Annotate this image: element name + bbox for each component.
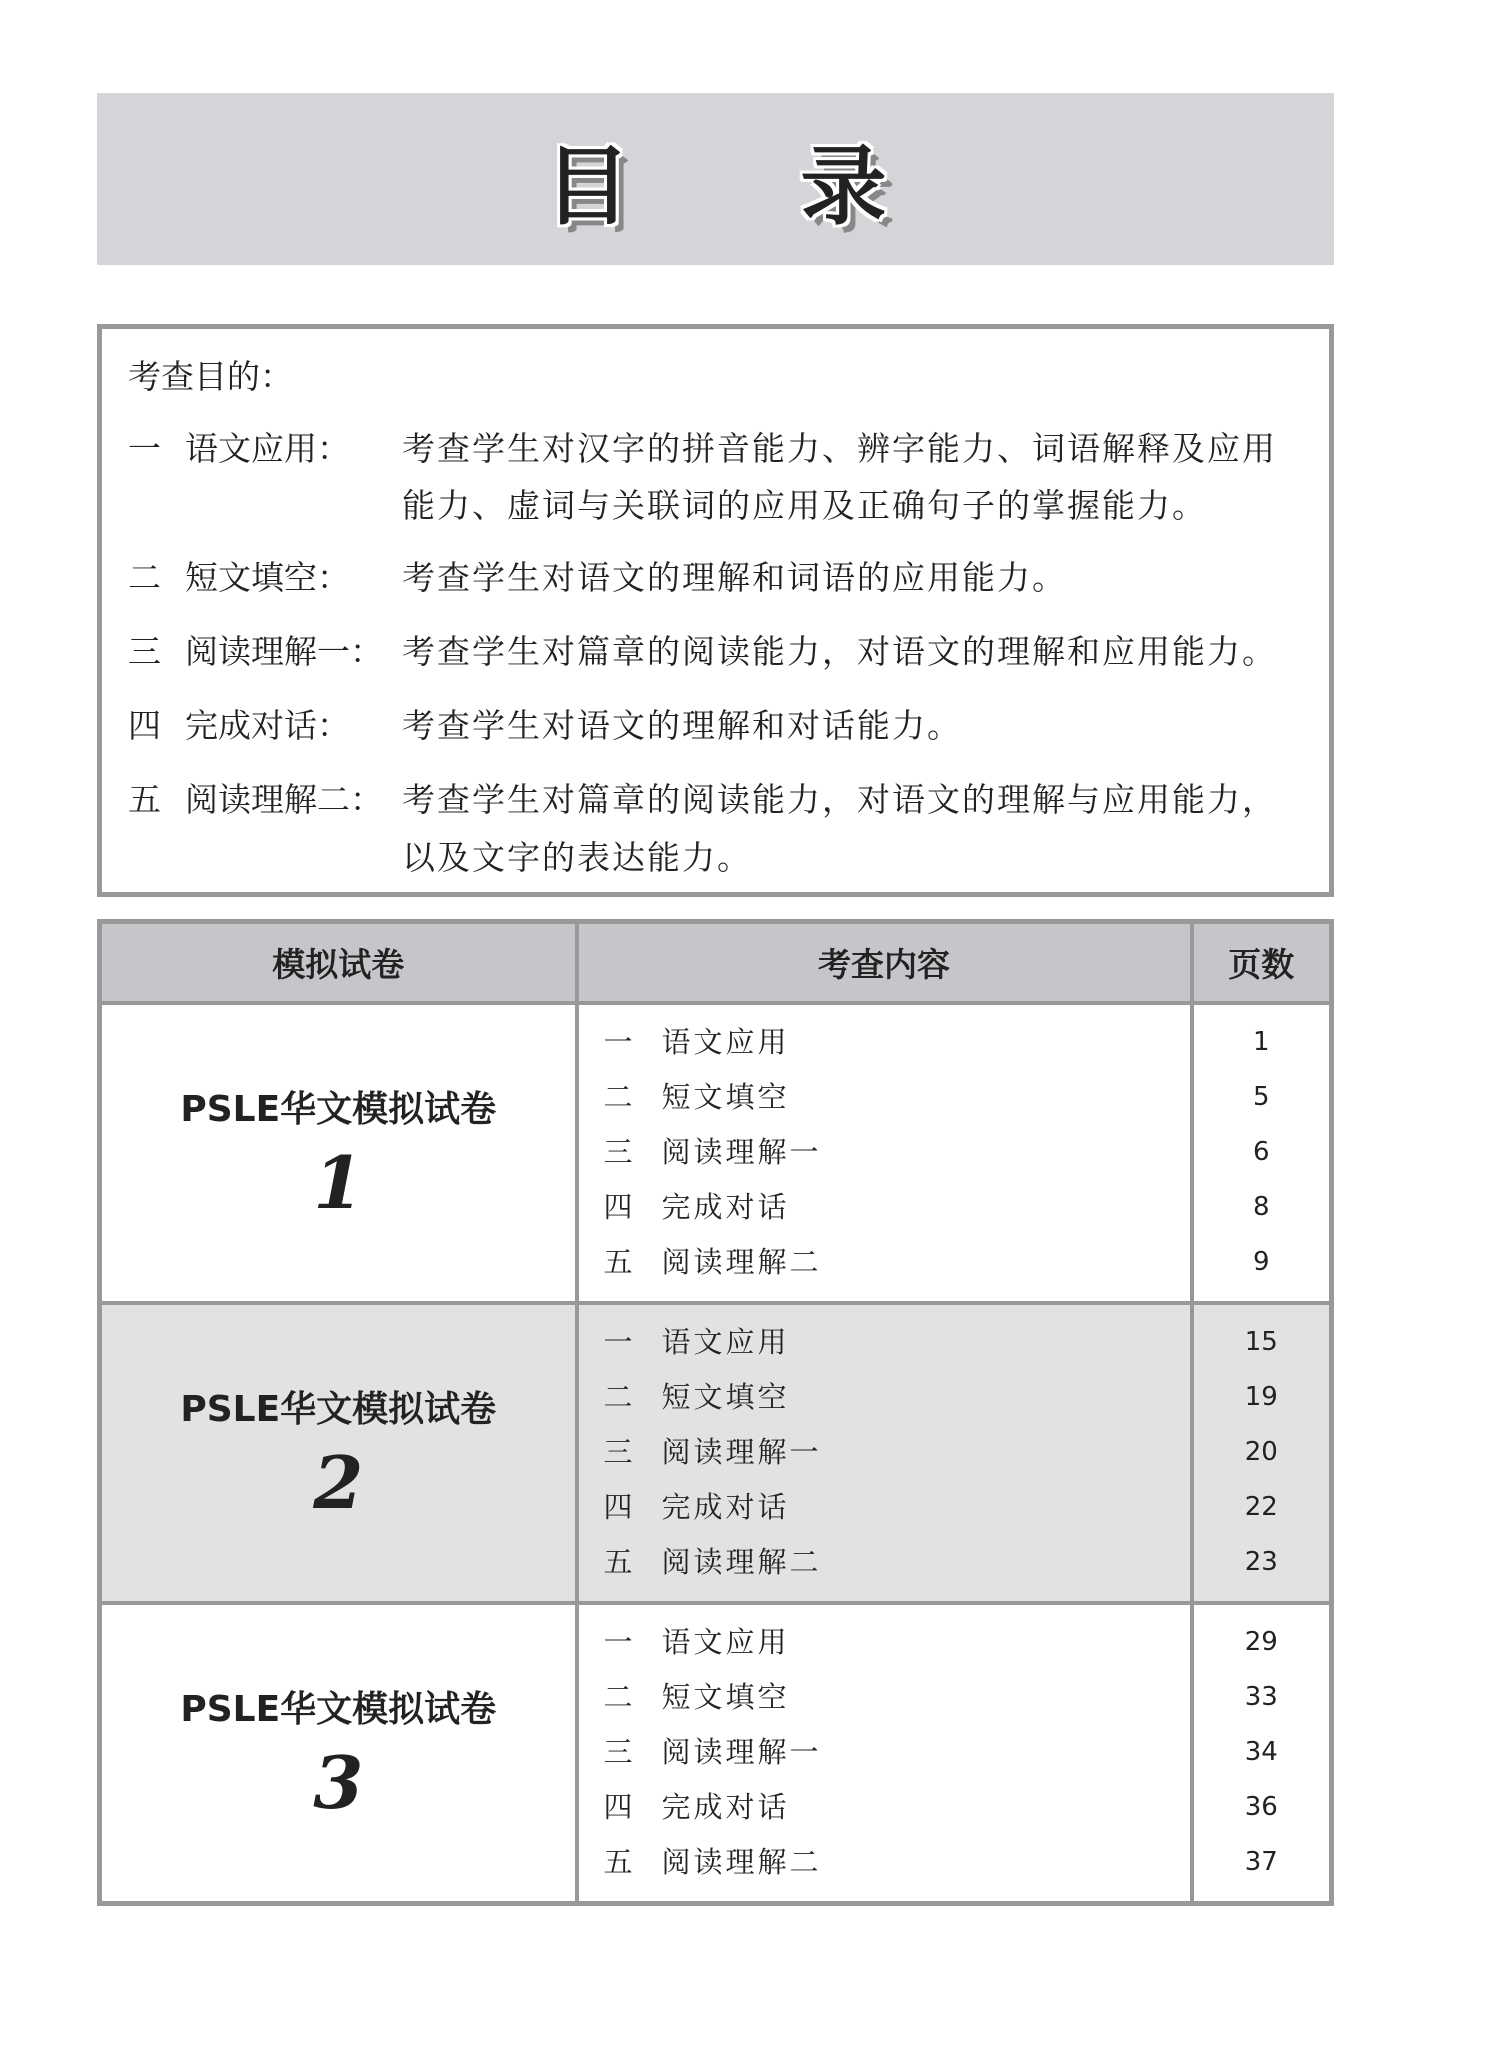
item-num: 五 <box>603 1545 636 1580</box>
item-label: 短文填空 <box>661 1680 790 1715</box>
purpose-box <box>97 324 1334 897</box>
item-num: 一 <box>603 1025 636 1060</box>
content-item <box>579 1180 1190 1235</box>
item-label: 阅读理解二 <box>661 1245 822 1280</box>
page-number: 29 <box>1244 1627 1278 1658</box>
purpose-heading: 考查目的： <box>128 357 293 396</box>
paper-row <box>100 1003 1332 1303</box>
content-item <box>579 1835 1190 1890</box>
paper-number: 3 <box>313 1739 364 1825</box>
page-number: 19 <box>1244 1382 1278 1413</box>
paper-cell <box>100 1603 577 1904</box>
purpose-label: 阅读理解二： <box>185 780 383 819</box>
purpose-num: 四 <box>128 706 161 745</box>
item-num: 四 <box>603 1490 636 1525</box>
paper-row <box>100 1303 1332 1603</box>
item-num: 五 <box>603 1245 636 1280</box>
content-item <box>579 1725 1190 1780</box>
purpose-desc: 考查学生对语文的理解和对话能力。 <box>402 706 962 745</box>
page-number: 15 <box>1244 1327 1278 1358</box>
header-pages: 页数 <box>1192 922 1332 1003</box>
pages-cell <box>1192 1603 1332 1904</box>
item-num: 五 <box>603 1845 636 1880</box>
paper-number: 2 <box>313 1439 364 1525</box>
page-title: 目 录 <box>544 137 957 237</box>
item-num: 三 <box>603 1735 636 1770</box>
item-num: 四 <box>603 1190 636 1225</box>
item-label: 阅读理解一 <box>661 1435 822 1470</box>
item-num: 一 <box>603 1625 636 1660</box>
header-content: 考查内容 <box>577 922 1192 1003</box>
purpose-desc: 考查学生对篇章的阅读能力，对语文的理解和应用能力。 <box>402 632 1277 671</box>
paper-title: PSLE华文模拟试卷 <box>180 1388 497 1430</box>
item-label: 阅读理解二 <box>661 1845 822 1880</box>
content-item <box>579 1315 1190 1370</box>
item-label: 完成对话 <box>661 1490 790 1525</box>
purpose-num: 五 <box>128 780 161 819</box>
purpose-num: 二 <box>128 558 161 597</box>
page-number: 6 <box>1252 1137 1270 1168</box>
paper-cell <box>100 1303 577 1603</box>
page-number: 37 <box>1244 1847 1278 1878</box>
content-item <box>579 1480 1190 1535</box>
paper-number: 1 <box>313 1139 364 1225</box>
page-number: 33 <box>1244 1682 1278 1713</box>
content-cell <box>577 1003 1192 1303</box>
item-label: 短文填空 <box>661 1080 790 1115</box>
purpose-label: 语文应用： <box>185 429 350 468</box>
item-num: 三 <box>603 1135 636 1170</box>
content-item <box>579 1125 1190 1180</box>
pages-cell <box>1192 1303 1332 1603</box>
purpose-num: 一 <box>128 429 161 468</box>
contents-table <box>97 919 1334 1906</box>
purpose-label: 完成对话： <box>185 706 350 745</box>
paper-title: PSLE华文模拟试卷 <box>180 1688 497 1730</box>
title-band <box>97 93 1334 265</box>
item-label: 语文应用 <box>661 1625 790 1660</box>
item-label: 完成对话 <box>661 1790 790 1825</box>
purpose-desc: 考查学生对汉字的拼音能力、辨字能力、词语解释及应用 <box>402 429 1277 468</box>
item-num: 三 <box>603 1435 636 1470</box>
content-cell <box>577 1303 1192 1603</box>
content-item <box>579 1425 1190 1480</box>
page-number: 8 <box>1252 1192 1270 1223</box>
purpose-label: 阅读理解一： <box>185 632 383 671</box>
page-number: 22 <box>1244 1492 1278 1523</box>
item-label: 阅读理解一 <box>661 1135 822 1170</box>
content-item <box>579 1070 1190 1125</box>
page-number: 20 <box>1244 1437 1278 1468</box>
content-item <box>579 1615 1190 1670</box>
item-label: 短文填空 <box>661 1380 790 1415</box>
item-label: 语文应用 <box>661 1025 790 1060</box>
item-num: 二 <box>603 1680 636 1715</box>
content-cell <box>577 1603 1192 1904</box>
purpose-desc: 以及文字的表达能力。 <box>402 838 752 877</box>
content-item <box>579 1370 1190 1425</box>
purpose-desc: 考查学生对篇章的阅读能力，对语文的理解与应用能力， <box>402 780 1277 819</box>
content-item <box>579 1535 1190 1590</box>
item-label: 语文应用 <box>661 1325 790 1360</box>
header-paper: 模拟试卷 <box>100 922 577 1003</box>
item-num: 一 <box>603 1325 636 1360</box>
page-number: 34 <box>1244 1737 1278 1768</box>
item-label: 阅读理解二 <box>661 1545 822 1580</box>
item-num: 二 <box>603 1080 636 1115</box>
content-item <box>579 1780 1190 1835</box>
item-num: 四 <box>603 1790 636 1825</box>
page-number: 36 <box>1244 1792 1278 1823</box>
paper-title: PSLE华文模拟试卷 <box>180 1088 497 1130</box>
paper-row <box>100 1603 1332 1904</box>
content-item <box>579 1015 1190 1070</box>
page-number: 5 <box>1252 1082 1270 1113</box>
page-number: 1 <box>1252 1027 1270 1058</box>
purpose-desc: 能力、虚词与关联词的应用及正确句子的掌握能力。 <box>402 486 1207 525</box>
page-number: 23 <box>1244 1547 1278 1578</box>
item-num: 二 <box>603 1380 636 1415</box>
pages-cell <box>1192 1003 1332 1303</box>
paper-cell <box>100 1003 577 1303</box>
item-label: 完成对话 <box>661 1190 790 1225</box>
item-label: 阅读理解一 <box>661 1735 822 1770</box>
purpose-num: 三 <box>128 632 161 671</box>
purpose-label: 短文填空： <box>185 558 350 597</box>
page-number: 9 <box>1252 1247 1270 1278</box>
content-item <box>579 1670 1190 1725</box>
content-item <box>579 1235 1190 1290</box>
purpose-desc: 考查学生对语文的理解和词语的应用能力。 <box>402 558 1067 597</box>
